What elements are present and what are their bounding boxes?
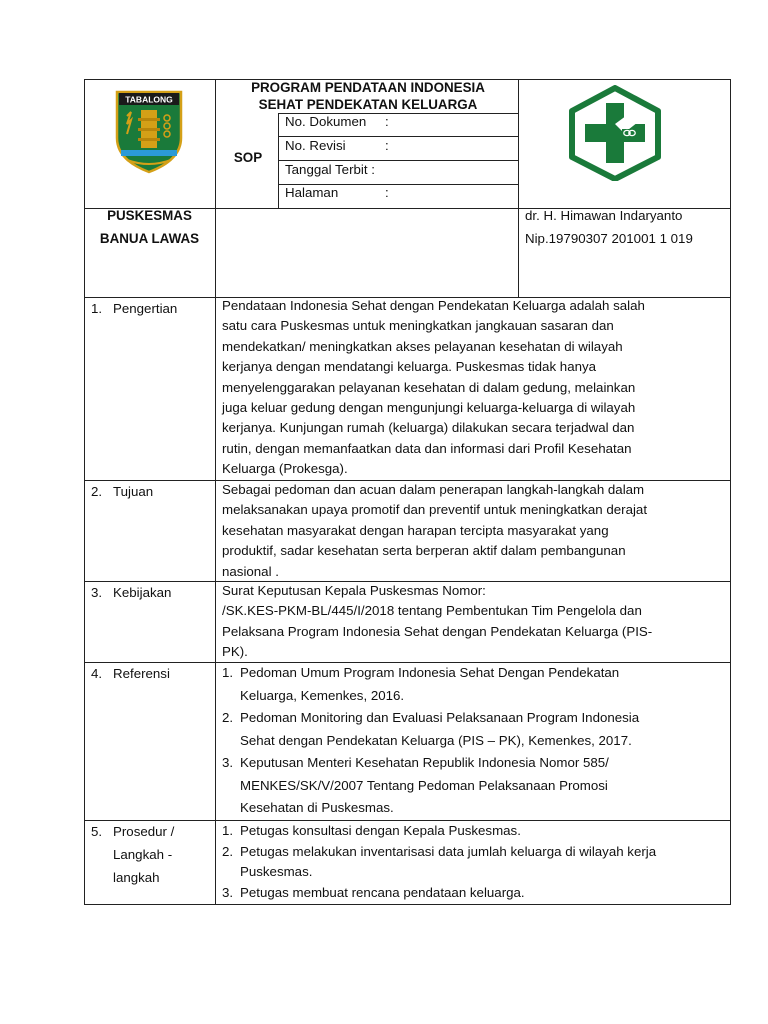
tujuan-text [222, 480, 722, 582]
meta-no-dokumen [285, 114, 389, 129]
sop-title [218, 79, 518, 113]
text-line: kesehatan masyarakat dengan harapan tercipta masyarakat yang [222, 522, 609, 538]
list-item [222, 842, 722, 883]
section-label-tujuan [91, 480, 153, 503]
referensi-list [222, 662, 722, 820]
section-title: Langkah - [113, 847, 173, 862]
meta-label: Halaman [285, 185, 339, 200]
signer-name: dr. H. Himawan Indaryanto [525, 208, 683, 223]
text-line: Keputusan Menteri Kesehatan Republik Indonesia Nomor 585/ [240, 755, 609, 770]
meta-colon: : [385, 185, 389, 200]
text-line: kerjanya. Kunjungan rumah (keluarga) dilakukan secara terjadwal dan [222, 420, 635, 436]
text-line: Petugas melakukan inventarisasi data jumlah keluarga di wilayah kerja [240, 843, 657, 859]
item-number: 1. [222, 823, 234, 838]
text-line: Sehat dengan Pendekatan Keluarga (PIS – PK), Kemenkes, 2017. [240, 732, 632, 748]
table-divider [278, 160, 518, 161]
text-line: PK). [222, 644, 248, 660]
meta-halaman [285, 185, 389, 200]
item-number: 1. [222, 665, 234, 680]
section-label-referensi [91, 662, 170, 685]
section-number: 3. [91, 585, 103, 600]
text-line: melaksanakan upaya promotif dan preventif untuk meningkatkan derajat [222, 502, 648, 518]
text-line: nasional . [222, 563, 279, 579]
list-item [222, 662, 722, 707]
signer-nip: Nip.19790307 201001 1 019 [525, 231, 693, 246]
section-title: Tujuan [113, 484, 154, 499]
text-line: Pelaksana Program Indonesia Sehat dengan Pendekatan Keluarga (PIS- [222, 623, 653, 639]
section-title: langkah [113, 870, 160, 885]
list-item [222, 752, 722, 820]
org-name-line1: PUSKESMAS [107, 208, 192, 223]
sop-title-line2: SEHAT PENDEKATAN KELUARGA [258, 97, 478, 112]
section-label-pengertian [91, 297, 177, 320]
signer-block [525, 204, 693, 250]
crest-label: TABALONG [125, 94, 173, 105]
tabalong-crest-logo [113, 88, 185, 174]
sop-title-line1: PROGRAM PENDATAAN INDONESIA [251, 80, 485, 95]
puskesmas-logo [568, 85, 662, 181]
section-title: Referensi [113, 666, 170, 681]
item-number: 2. [222, 843, 234, 859]
section-title: Prosedur / [113, 824, 175, 839]
text-line: menyelenggarakan pelayanan kesehatan di dalam gedung, melainkan [222, 379, 636, 395]
section-title: Kebijakan [113, 585, 172, 600]
table-divider [215, 79, 216, 905]
section-number: 2. [91, 484, 103, 499]
text-line: produktif, sadar kesehatan serta berperan aktif dalam pembangunan [222, 543, 626, 559]
meta-no-revisi [285, 138, 389, 153]
sop-label: SOP [233, 150, 263, 165]
meta-colon: : [385, 114, 389, 129]
text-line: Keluarga, Kemenkes, 2016. [240, 687, 405, 703]
text-line: Sebagai pedoman dan acuan dalam penerapan langkah-langkah dalam [222, 482, 645, 497]
text-line: Surat Keputusan Kepala Puskesmas Nomor: [222, 583, 486, 598]
org-name [84, 204, 215, 250]
prosedur-list [222, 821, 722, 903]
item-number: 3. [222, 755, 234, 770]
table-divider [278, 136, 518, 137]
text-line: Pendataan Indonesia Sehat dengan Pendekatan Keluarga adalah salah [222, 298, 645, 313]
section-label-prosedur [91, 820, 174, 889]
list-item [222, 707, 722, 752]
text-line: Kesehatan di Puskesmas. [240, 800, 394, 815]
section-number: 1. [91, 301, 103, 316]
item-number: 3. [222, 884, 234, 900]
text-line: Pedoman Umum Program Indonesia Sehat Dengan Pendekatan [240, 665, 620, 680]
section-number: 5. [91, 824, 103, 839]
pengertian-text [222, 296, 722, 480]
section-label-kebijakan [91, 581, 171, 604]
text-line: mendekatkan/ meningkatkan akses pelayanan kesehatan di wilayah [222, 338, 623, 354]
kebijakan-text [222, 581, 722, 663]
meta-label: No. Dokumen [285, 114, 367, 129]
text-line: Keluarga (Prokesga). [222, 461, 348, 477]
section-number: 4. [91, 666, 103, 681]
text-line: Pedoman Monitoring dan Evaluasi Pelaksanaan Program Indonesia [240, 710, 640, 725]
org-name-line2: BANUA LAWAS [99, 231, 200, 246]
text-line: satu cara Puskesmas untuk meningkatkan jangkauan sasaran dan [222, 318, 614, 334]
text-line: rutin, dengan memanfaatkan data dan informasi dari Profil Kesehatan [222, 440, 632, 456]
item-number: 2. [222, 710, 234, 725]
text-line: Puskesmas. [240, 864, 313, 879]
list-item [222, 821, 722, 842]
text-line: /SK.KES-PKM-BL/445/I/2018 tentang Pembentukan Tim Pengelola dan [222, 603, 642, 619]
table-divider [518, 79, 519, 297]
text-line: Petugas membuat rencana pendataan keluarga. [240, 884, 525, 900]
text-line: MENKES/SK/V/2007 Tentang Pedoman Pelaksanaan Promosi [240, 777, 608, 793]
meta-label: Tanggal Terbit : [285, 162, 375, 177]
meta-tanggal-terbit [285, 162, 375, 177]
list-item [222, 883, 722, 904]
section-title: Pengertian [113, 301, 178, 316]
text-line: juga keluar gedung dengan mengunjungi keluarga-keluarga di wilayah [222, 400, 636, 416]
meta-label: No. Revisi [285, 138, 346, 153]
text-line: kerjanya dengan mendatangi keluarga. Puskesmas tidak hanya [222, 359, 597, 375]
text-line: Petugas konsultasi dengan Kepala Puskesmas. [240, 823, 521, 838]
meta-colon: : [385, 138, 389, 153]
